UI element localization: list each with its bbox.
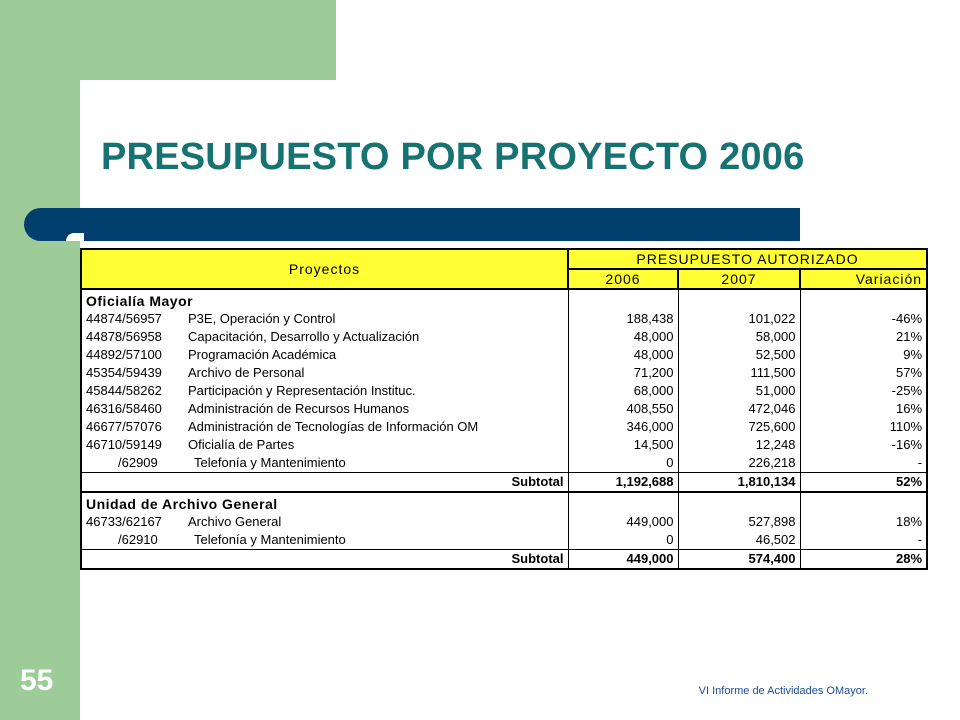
table-row — [81, 310, 927, 328]
value-2007: 52,500 — [678, 346, 800, 364]
section-header-row — [81, 492, 927, 513]
project-name: Archivo General — [188, 514, 282, 529]
value-2007: 226,218 — [678, 454, 800, 473]
value-2007: 527,898 — [678, 513, 800, 531]
project-cell — [81, 418, 568, 436]
header-budget: PRESUPUESTO AUTORIZADO — [568, 249, 927, 269]
project-code: 44878/56958 — [86, 329, 162, 344]
subtotal-2006: 1,192,688 — [568, 473, 678, 493]
bar-notch — [66, 233, 84, 241]
top-green-band — [80, 0, 336, 80]
project-name: Administración de Tecnologías de Información OM — [188, 419, 479, 434]
subtotal-label: Subtotal — [81, 473, 568, 493]
table-row — [81, 346, 927, 364]
value-2006: 71,200 — [568, 364, 678, 382]
project-cell — [81, 454, 568, 473]
value-2006: 68,000 — [568, 382, 678, 400]
value-2006: 0 — [568, 454, 678, 473]
project-cell — [81, 436, 568, 454]
value-variation: 18% — [800, 513, 927, 531]
value-variation: 9% — [800, 346, 927, 364]
project-code: /62909 — [118, 455, 158, 470]
value-2006: 188,438 — [568, 310, 678, 328]
header-2007: 2007 — [678, 269, 800, 289]
value-2006: 346,000 — [568, 418, 678, 436]
project-cell — [81, 310, 568, 328]
table-row — [81, 400, 927, 418]
project-code: 45354/59439 — [86, 365, 162, 380]
value-2007: 51,000 — [678, 382, 800, 400]
table-row — [81, 364, 927, 382]
empty-cell — [678, 289, 800, 310]
subtotal-2006: 449,000 — [568, 550, 678, 570]
project-code: 45844/58262 — [86, 383, 162, 398]
table-row — [81, 454, 927, 473]
value-2007: 101,022 — [678, 310, 800, 328]
project-name: Archivo de Personal — [188, 365, 305, 380]
project-name: Participación y Representación Instituc. — [188, 383, 416, 398]
value-variation: - — [800, 454, 927, 473]
subtotal-row — [81, 550, 927, 570]
subtotal-2007: 574,400 — [678, 550, 800, 570]
empty-cell — [568, 492, 678, 513]
project-name: Capacitación, Desarrollo y Actualización — [188, 329, 420, 344]
project-name: Oficialía de Partes — [188, 437, 295, 452]
budget-table — [80, 248, 928, 570]
value-variation: 16% — [800, 400, 927, 418]
subtotal-variation: 52% — [800, 473, 927, 493]
header-variation: Variación — [800, 269, 927, 289]
project-code: 46316/58460 — [86, 401, 162, 416]
project-cell — [81, 364, 568, 382]
value-2006: 449,000 — [568, 513, 678, 531]
value-2007: 725,600 — [678, 418, 800, 436]
project-name: Telefonía y Mantenimiento — [194, 455, 346, 470]
value-2006: 48,000 — [568, 328, 678, 346]
project-code: 46710/59149 — [86, 437, 162, 452]
value-2007: 472,046 — [678, 400, 800, 418]
table-row — [81, 436, 927, 454]
subtotal-label: Subtotal — [81, 550, 568, 570]
project-name: P3E, Operación y Control — [188, 311, 336, 326]
table-row — [81, 531, 927, 550]
slide-title: PRESUPUESTO POR PROYECTO 2006 — [101, 136, 805, 178]
empty-cell — [800, 289, 927, 310]
section-header-row — [81, 289, 927, 310]
section-name: Unidad de Archivo General — [81, 492, 568, 513]
left-green-band — [0, 0, 80, 720]
title-underline-bar — [24, 208, 800, 241]
value-2006: 48,000 — [568, 346, 678, 364]
value-variation: -16% — [800, 436, 927, 454]
subtotal-2007: 1,810,134 — [678, 473, 800, 493]
empty-cell — [678, 492, 800, 513]
subtotal-variation: 28% — [800, 550, 927, 570]
value-variation: -25% — [800, 382, 927, 400]
value-2007: 46,502 — [678, 531, 800, 550]
value-2007: 58,000 — [678, 328, 800, 346]
value-2006: 408,550 — [568, 400, 678, 418]
project-cell — [81, 531, 568, 550]
footer-text: VI Informe de Actividades OMayor. — [698, 685, 868, 697]
project-name: Programación Académica — [188, 347, 337, 362]
value-2006: 0 — [568, 531, 678, 550]
project-cell — [81, 328, 568, 346]
value-variation: - — [800, 531, 927, 550]
project-name: Administración de Recursos Humanos — [188, 401, 410, 416]
project-cell — [81, 400, 568, 418]
empty-cell — [568, 289, 678, 310]
value-variation: 21% — [800, 328, 927, 346]
header-projects: Proyectos — [81, 249, 568, 289]
project-code: 46677/57076 — [86, 419, 162, 434]
project-cell — [81, 513, 568, 531]
project-code: 44892/57100 — [86, 347, 162, 362]
table-row — [81, 513, 927, 531]
header-2006: 2006 — [568, 269, 678, 289]
value-variation: 57% — [800, 364, 927, 382]
project-code: 44874/56957 — [86, 311, 162, 326]
value-2006: 14,500 — [568, 436, 678, 454]
empty-cell — [800, 492, 927, 513]
value-variation: -46% — [800, 310, 927, 328]
value-2007: 111,500 — [678, 364, 800, 382]
project-code: 46733/62167 — [86, 514, 162, 529]
table-row — [81, 418, 927, 436]
table-row — [81, 328, 927, 346]
subtotal-row — [81, 473, 927, 493]
page-number: 55 — [20, 664, 54, 697]
project-code: /62910 — [118, 532, 158, 547]
project-name: Telefonía y Mantenimiento — [194, 532, 346, 547]
section-name: Oficialía Mayor — [81, 289, 568, 310]
project-cell — [81, 346, 568, 364]
project-cell — [81, 382, 568, 400]
value-2007: 12,248 — [678, 436, 800, 454]
table-row — [81, 382, 927, 400]
value-variation: 110% — [800, 418, 927, 436]
